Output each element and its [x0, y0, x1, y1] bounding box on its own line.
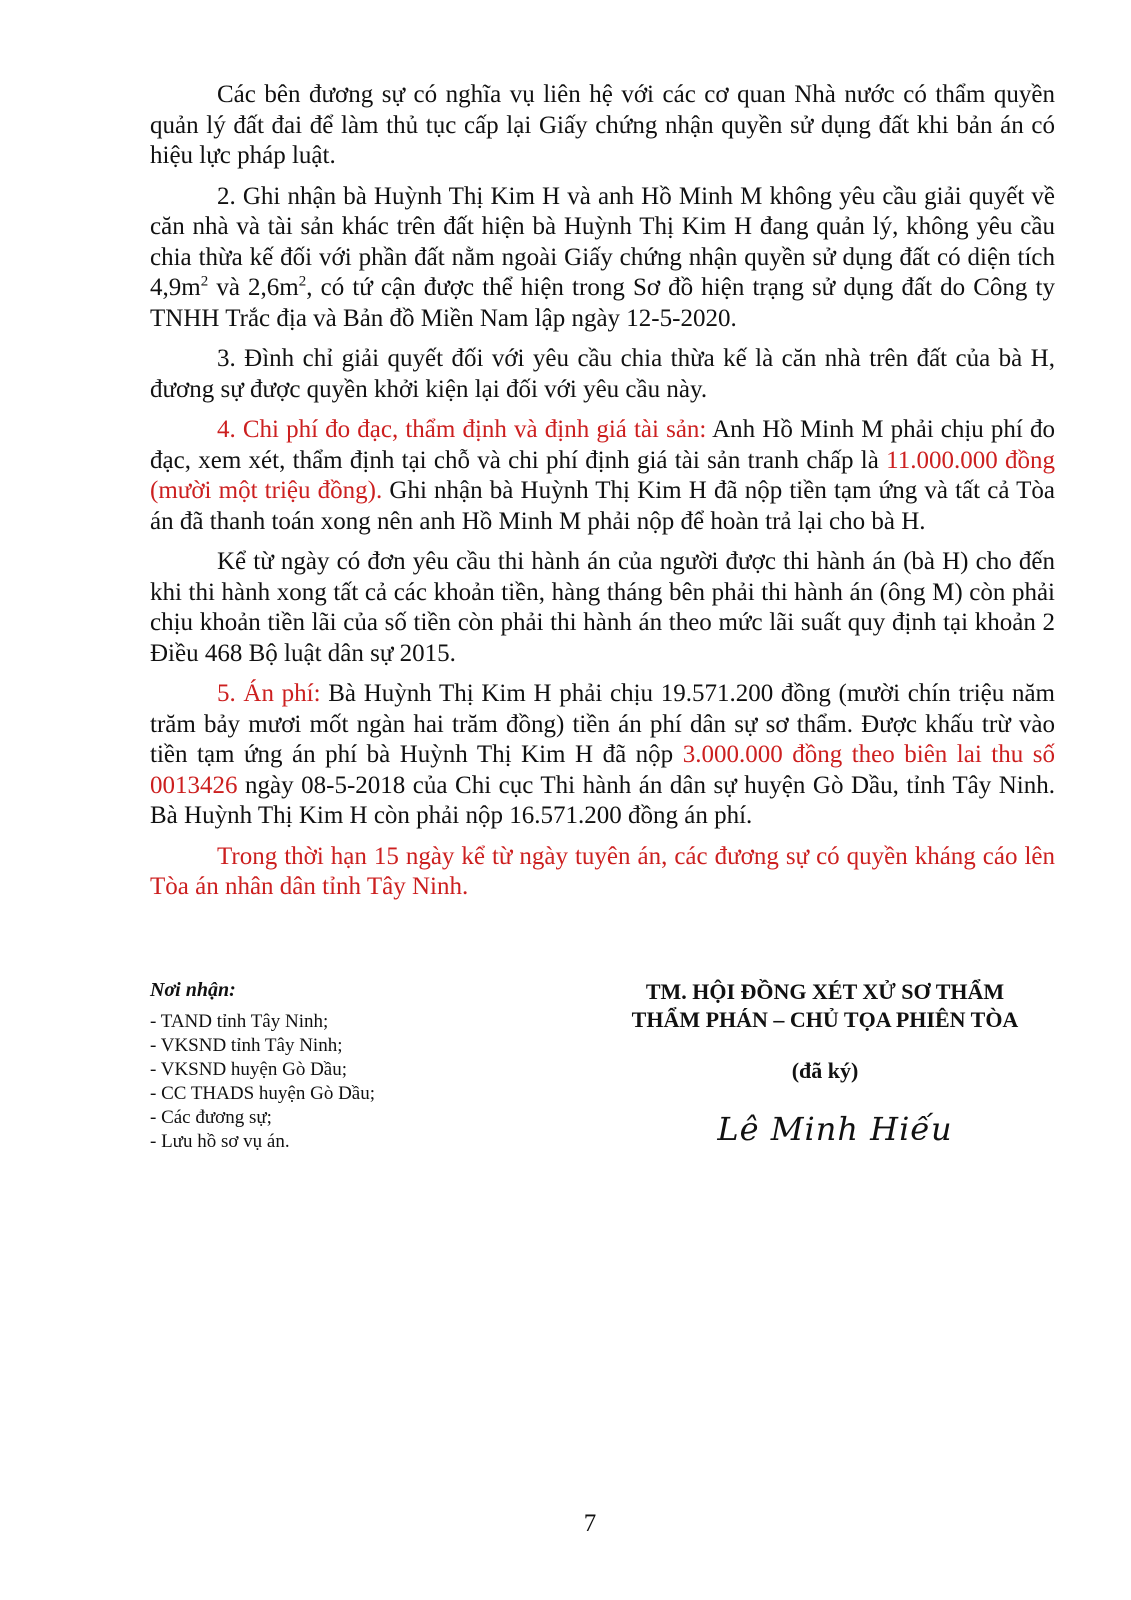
paragraph-appeal-text: Trong thời hạn 15 ngày kể từ ngày tuyên án, các đương sự có quyền kháng cáo lên Tòa án nhân dân tỉnh Tây Ninh.	[150, 842, 1055, 900]
paragraph-item-5-heading: 5. Án phí:	[217, 680, 321, 707]
paragraph-item-4-heading: 4. Chi phí đo đạc, thẩm định và định giá tài sản:	[217, 416, 707, 443]
paragraph-item-5	[150, 679, 1055, 832]
paragraph-item-5-receipt: 3.000.000 đồng theo biên lai thu số 0013426	[150, 741, 1055, 799]
signature-title-2: THẨM PHÁN – CHỦ TỌA PHIÊN TÒA	[631, 1007, 1019, 1032]
recipient-item: - VKSND tỉnh Tây Ninh;	[150, 1035, 343, 1056]
paragraph-item-2-text-a: 2. Ghi nhận bà Huỳnh Thị Kim H và anh Hồ Minh M không yêu cầu giải quyết về căn nhà và tài sản khác trên đất hiện bà Huỳnh Thị Kim H đang quản lý, không yêu cầu chia thừa kế đối với phần đất nằm ngoài Giấy chứng nhận quyền sử dụng đất có diện tích 4,9m	[150, 182, 1055, 301]
paragraph-interest-text: Kể từ ngày có đơn yêu cầu thi hành án của người được thi hành án (bà H) cho đến khi thi hành xong tất cả các khoản tiền, hàng tháng bên phải thi hành án (ông M) còn phải chịu khoản tiền lãi của số tiền còn phải thi hành án theo mức lãi suất quy định tại khoản 2 Điều 468 Bộ luật dân sự 2015.	[150, 548, 1055, 667]
recipients-label: Nơi nhận:	[150, 979, 236, 1001]
recipient-item: - TAND tỉnh Tây Ninh;	[150, 1011, 329, 1032]
paragraph-item-5-text-a: Bà Huỳnh Thị Kim H phải chịu 19.571.200 đồng (mười chín triệu năm trăm bảy mươi mốt ngàn hai trăm đồng) tiền án phí dân sự sơ thẩm. Được khấu trừ vào tiền tạm ứng án phí bà Huỳnh Thị Kim H đã nộp	[150, 680, 1055, 768]
paragraph-item-4	[150, 415, 1055, 537]
paragraph-item-4-text-a: Anh Hồ Minh M phải chịu phí đo đạc, xem xét, thẩm định tại chỗ và chi phí định giá tài sản tranh chấp là	[150, 416, 1055, 474]
paragraph-item-3	[150, 344, 1055, 405]
signature-block	[590, 978, 1060, 1148]
recipient-item: - Lưu hồ sơ vụ án.	[150, 1131, 290, 1152]
recipient-item: - CC THADS huyện Gò Dầu;	[150, 1083, 376, 1104]
paragraph-item-4-text-b: Ghi nhận bà Huỳnh Thị Kim H đã nộp tiền tạm ứng và tất cả Tòa án đã thanh toán xong nên anh Hồ Minh M phải nộp để hoàn trả lại cho bà H.	[150, 477, 1055, 535]
signature-title-1: TM. HỘI ĐỒNG XÉT XỬ SƠ THẨM	[645, 979, 1005, 1004]
paragraph-item-4-amount: 11.000.000 đồng (mười một triệu đồng).	[150, 446, 1055, 504]
recipients-list	[150, 1010, 570, 1154]
judgment-body	[150, 80, 1055, 913]
superscript-area-2: 2	[298, 273, 307, 290]
paragraph-item-2-text-c: , có tứ cận được thể hiện trong Sơ đồ hiện trạng sử dụng đất do Công ty TNHH Trắc địa và Bản đồ Miền Nam lập ngày 12-5-2020.	[150, 274, 1055, 332]
paragraph-appeal	[150, 842, 1055, 903]
superscript-area-1: 2	[200, 273, 209, 290]
page-number: 7	[583, 1510, 597, 1537]
paragraph-obligation	[150, 80, 1055, 172]
paragraph-obligation-text: Các bên đương sự có nghĩa vụ liên hệ với các cơ quan Nhà nước có thẩm quyền quản lý đất đai để làm thủ tục cấp lại Giấy chứng nhận quyền sử dụng đất khi bản án có hiệu lực pháp luật.	[150, 81, 1055, 169]
paragraph-item-2-text-b: và 2,6m	[208, 274, 299, 301]
recipients-block	[150, 978, 570, 1154]
signer-name: Lê Minh Hiếu	[717, 1110, 953, 1148]
signed-note: (đã ký)	[791, 1058, 859, 1083]
recipient-item: - VKSND huyện Gò Dầu;	[150, 1059, 348, 1080]
paragraph-interest	[150, 547, 1055, 669]
paragraph-item-5-text-b: ngày 08-5-2018 của Chi cục Thi hành án dân sự huyện Gò Dầu, tỉnh Tây Ninh. Bà Huỳnh Thị Kim H còn phải nộp 16.571.200 đồng án phí.	[150, 771, 1055, 829]
paragraph-item-2	[150, 182, 1055, 335]
paragraph-item-3-text: 3. Đình chỉ giải quyết đối với yêu cầu chia thừa kế là căn nhà trên đất của bà H, đương sự được quyền khởi kiện lại đối với yêu cầu này.	[150, 345, 1055, 403]
recipient-item: - Các đương sự;	[150, 1107, 272, 1128]
